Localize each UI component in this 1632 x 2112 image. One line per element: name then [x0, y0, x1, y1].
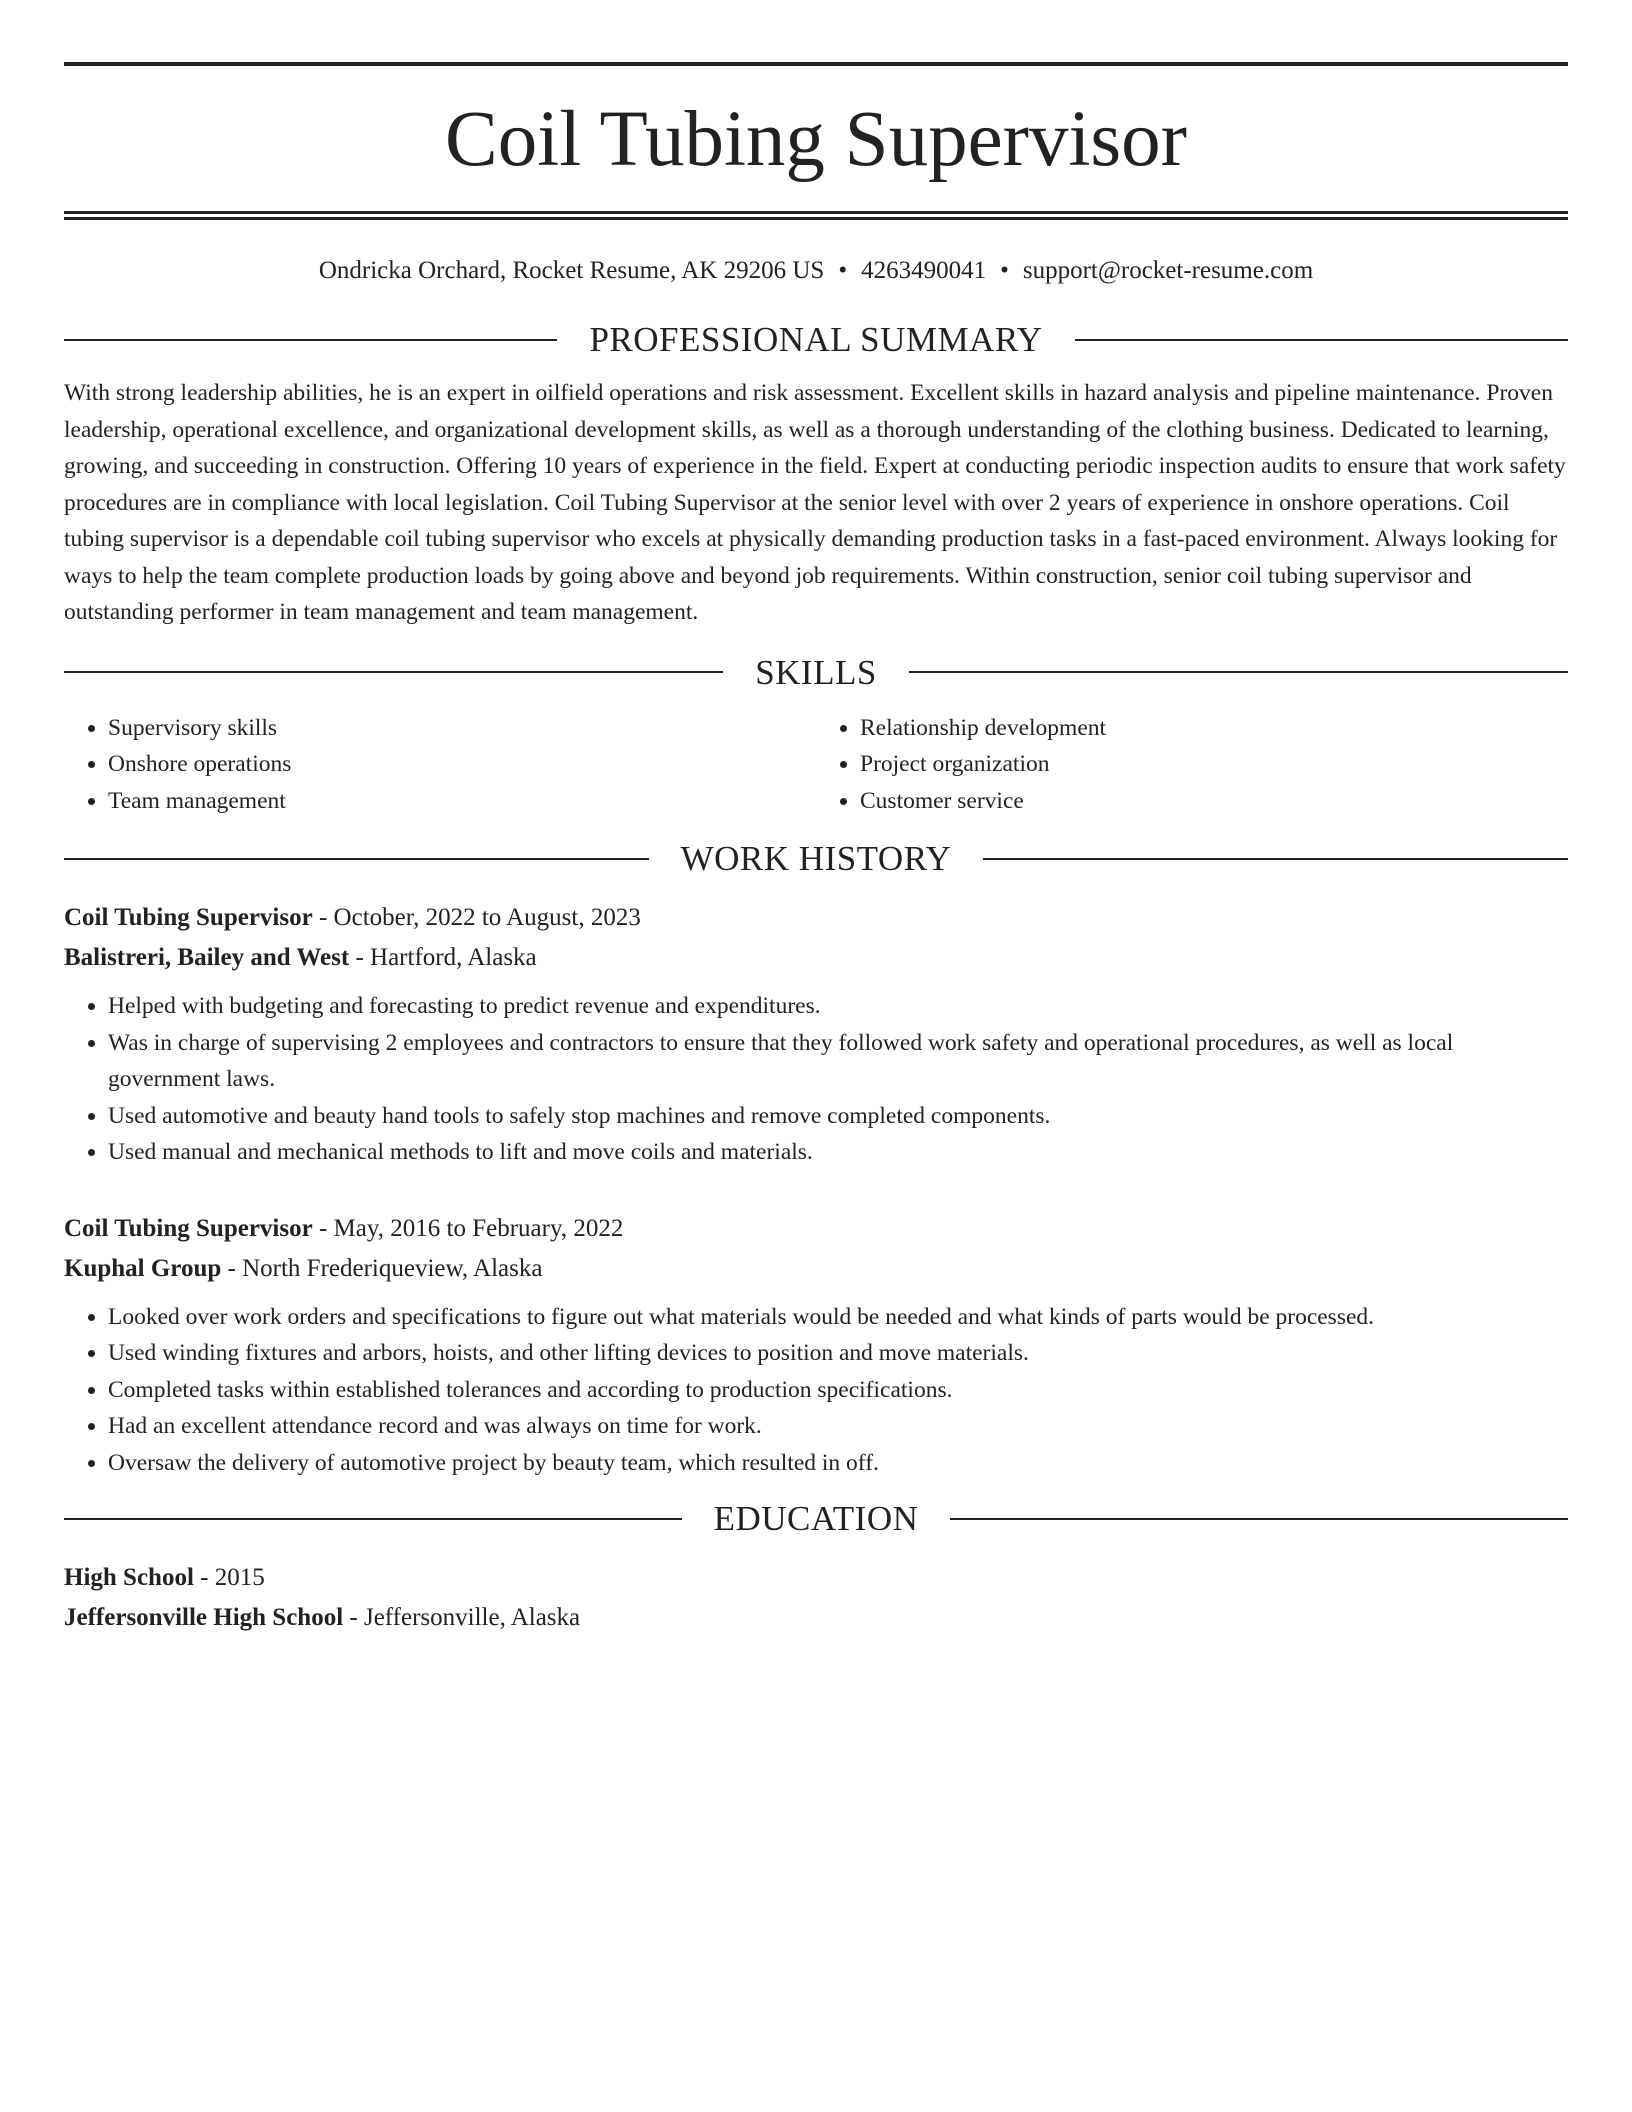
- job-company-line: [64, 938, 1568, 978]
- skill-item: • Supervisory skills: [108, 710, 816, 747]
- heading-rule-right: [909, 671, 1568, 673]
- job-bullet: • Used winding fixtures and arbors, hoists, and other lifting devices to position and move materials.: [108, 1335, 1568, 1372]
- heading-rule-right: [983, 858, 1568, 860]
- education-school: Jeffersonville High School: [64, 1604, 344, 1631]
- job-bullet: • Had an excellent attendance record and was always on time for work.: [108, 1408, 1568, 1445]
- job-title: Coil Tubing Supervisor: [64, 904, 313, 931]
- dash: -: [318, 1214, 328, 1242]
- job-bullet: • Used manual and mechanical methods to lift and move coils and materials.: [108, 1134, 1568, 1171]
- work-heading: [64, 841, 1568, 876]
- heading-rule-right: [1075, 339, 1568, 341]
- skills-heading-label: SKILLS: [755, 652, 877, 692]
- heading-rule-left: [64, 671, 723, 673]
- skill-item: • Team management: [108, 783, 816, 820]
- job-bullet: • Looked over work orders and specifications to figure out what materials would be needed and what kinds of parts would be processed.: [108, 1299, 1568, 1336]
- skill-item: • Onshore operations: [108, 746, 816, 783]
- job-bullet: • Was in charge of supervising 2 employees and contractors to ensure that they followed work safety and operational procedures, as well as local government laws.: [108, 1025, 1568, 1098]
- work-heading-label: WORK HISTORY: [680, 839, 952, 878]
- skills-list: [64, 710, 1568, 820]
- contact-line: [64, 256, 1568, 286]
- job-bullet: • Oversaw the delivery of automotive project by beauty team, which resulted in off.: [108, 1445, 1568, 1482]
- dash: -: [355, 944, 364, 971]
- job-bullet: • Used automotive and beauty hand tools to safely stop machines and remove completed components.: [108, 1098, 1568, 1135]
- heading-rule-right: [950, 1518, 1568, 1520]
- job-title-line: [64, 898, 1568, 938]
- job-company: Kuphal Group: [64, 1254, 222, 1282]
- job-company-line: [64, 1249, 1568, 1289]
- job-bullet: • Completed tasks within established tolerances and according to production specifications.: [108, 1372, 1568, 1409]
- heading-rule-left: [64, 858, 649, 860]
- contact-separator: •: [1000, 257, 1009, 284]
- education-location: Jeffersonville, Alaska: [363, 1604, 581, 1631]
- job-title-line: [64, 1209, 1568, 1249]
- job-bullet: • Helped with budgeting and forecasting to predict revenue and expenditures.: [108, 988, 1568, 1025]
- education-year: 2015: [214, 1564, 265, 1591]
- job-dates: October, 2022 to August, 2023: [333, 904, 641, 931]
- education-degree: High School: [64, 1564, 194, 1591]
- contact-separator: •: [838, 257, 848, 284]
- education-degree-line: [64, 1558, 1568, 1598]
- skill-item: • Relationship development: [860, 710, 1568, 747]
- job-dates: May, 2016 to February, 2022: [333, 1214, 624, 1242]
- education-heading-label: EDUCATION: [713, 1499, 919, 1538]
- resume-title: Coil Tubing Supervisor: [445, 96, 1187, 183]
- job-entry: [64, 898, 1568, 1171]
- education-school-line: [64, 1598, 1568, 1638]
- summary-text: With strong leadership abilities, he is an expert in oilfield operations and risk assessment. Excellent skills in hazard analysis and pipeline maintenance. Proven leadership, operational excellence, and organizational development skills, as well as a thorough understanding of the clothing business. Dedicated to learning, growing, and succeeding in construction. Offering 10 years of experience in the field. Expert at conducting periodic inspection audits to ensure that work safety procedures are in compliance with local legislation. Coil Tubing Supervisor at the senior level with over 2 years of experience in onshore operations. Coil tubing supervisor is a dependable coil tubing supervisor who excels at physically demanding production tasks in a fast-paced environment. Always looking for ways to help the team complete production loads by going above and beyond job requirements. Within construction, senior coil tubing supervisor and outstanding performer in team management and team management.: [64, 380, 1566, 625]
- job-company: Balistreri, Bailey and West: [64, 944, 350, 971]
- summary-heading-label: PROFESSIONAL SUMMARY: [589, 320, 1043, 359]
- skills-column-left: [64, 710, 816, 820]
- heading-rule-left: [64, 339, 557, 341]
- summary-heading: [64, 322, 1568, 357]
- skills-column-right: [816, 710, 1568, 820]
- contact-address: Ondricka Orchard, Rocket Resume, AK 29206 US: [318, 257, 825, 284]
- title-double-rule: [64, 211, 1568, 220]
- skill-item: • Customer service: [860, 783, 1568, 820]
- dash: -: [200, 1564, 209, 1591]
- job-bullets: [64, 1299, 1568, 1482]
- job-bullets: [64, 988, 1568, 1171]
- job-entry: [64, 1209, 1568, 1482]
- heading-rule-left: [64, 1518, 682, 1520]
- job-title: Coil Tubing Supervisor: [64, 1214, 313, 1242]
- dash: -: [227, 1254, 236, 1282]
- skill-item: • Project organization: [860, 746, 1568, 783]
- dash: -: [318, 904, 328, 931]
- job-location: Hartford, Alaska: [370, 944, 537, 971]
- dash: -: [349, 1604, 358, 1631]
- contact-phone: 4263490041: [861, 257, 987, 284]
- skills-heading: [64, 652, 1568, 692]
- education-entry: [64, 1558, 1568, 1638]
- job-location: North Frederiqueview, Alaska: [242, 1254, 543, 1282]
- title-block: [64, 62, 1568, 211]
- contact-email: support@rocket-resume.com: [1022, 257, 1314, 284]
- education-heading: [64, 1501, 1568, 1536]
